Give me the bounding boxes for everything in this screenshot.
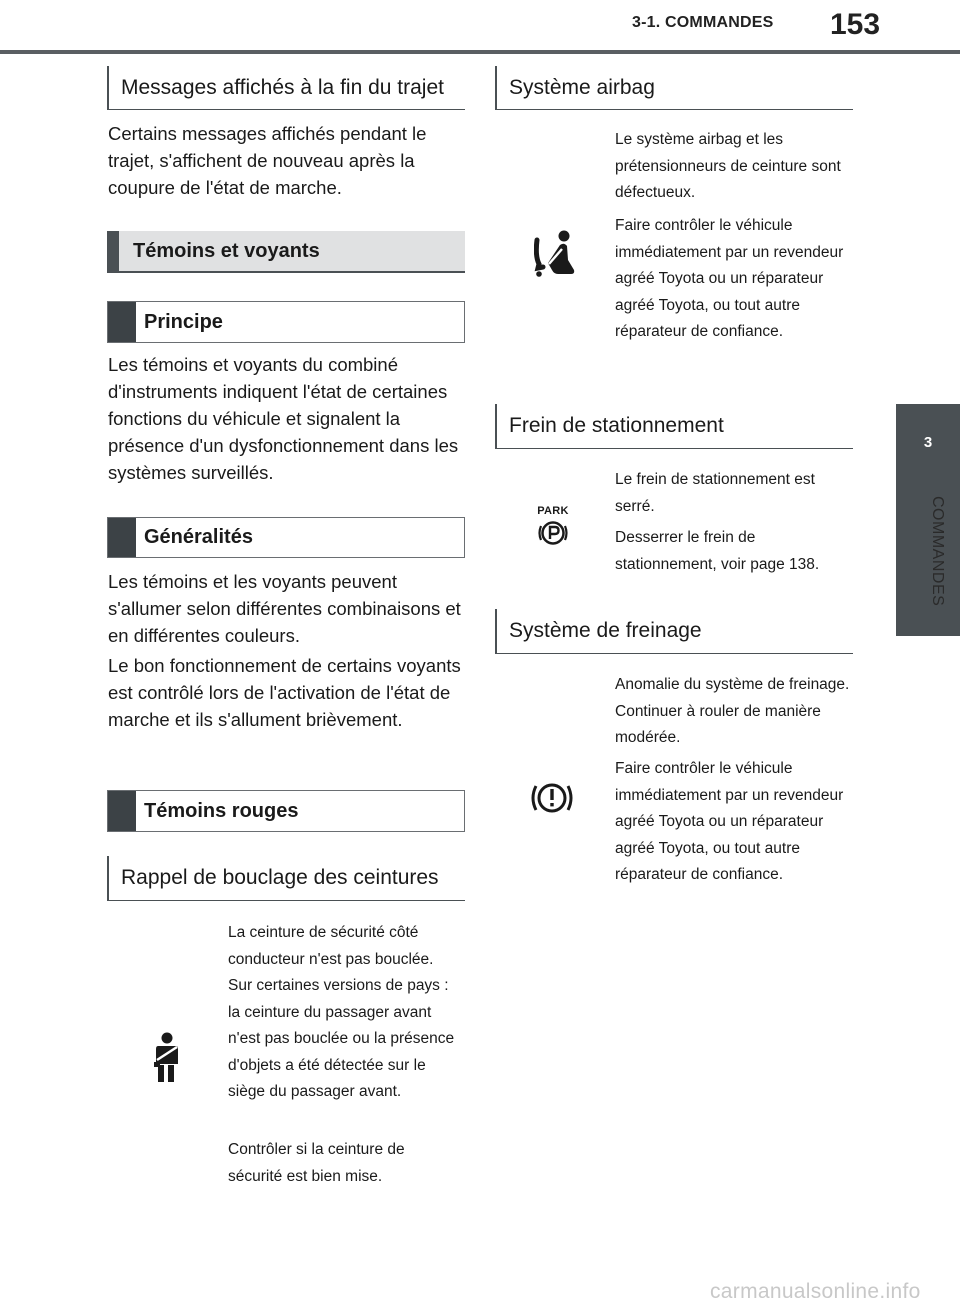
heading-general <box>107 517 465 558</box>
heading-end-messages <box>107 66 465 110</box>
heading-parking-text: Frein de stationnement <box>509 414 724 437</box>
airbag-text-1: Le système airbag et les prétensionneurs de ceinture sont défectueux. <box>615 131 841 201</box>
paragraph-general-1: Les témoins et les voyants peuvent s'allumer selon différentes combinaisons et en différentes couleurs. <box>108 571 461 646</box>
page-number: 153 <box>830 8 881 41</box>
running-header-title: 3-1. COMMANDES <box>632 14 774 31</box>
chapter-number: 3 <box>923 434 933 451</box>
heading-block <box>108 518 136 557</box>
heading-braking-text: Système de freinage <box>509 619 702 642</box>
seatbelt-text-1: La ceinture de sécurité côté conducteur n'est pas bouclée. Sur certaines versions de pays : la ceinture du passager avant n'est pas bouclée ou la présence d'objets a été détectée sur le siège du passager avant. <box>228 924 455 1100</box>
heading-block <box>108 791 136 831</box>
airbag-text-2: Faire contrôler le véhicule immédiatement par un revendeur agréé Toyota ou un réparateur agréé Toyota, ou tout autre réparateur de confiance. <box>615 217 844 340</box>
heading-indicators-text: Témoins et voyants <box>133 239 320 262</box>
heading-indicators <box>107 231 465 273</box>
paragraph-general-2: Le bon fonctionnement de certains voyants est contrôlé lors de l'activation de l'état de marche et ils s'allument brièvement. <box>108 655 461 730</box>
heading-parking-brake <box>495 404 853 449</box>
heading-braking <box>495 609 853 654</box>
header-rule <box>0 50 960 54</box>
braking-text-1: Anomalie du système de freinage. Continuer à rouler de manière modérée. <box>615 676 850 746</box>
parking-text-1: Le frein de stationnement est serré. <box>615 471 815 515</box>
seatbelt-warning-icon <box>150 1032 182 1084</box>
heading-end-messages-text: Messages affichés à la fin du trajet <box>121 75 444 99</box>
heading-principle-text: Principe <box>144 310 223 333</box>
watermark: carmanualsonline.info <box>710 1280 921 1303</box>
heading-red-text: Témoins rouges <box>144 799 299 822</box>
heading-seatbelt-text: Rappel de bouclage des ceintures <box>121 866 439 889</box>
brake-system-warning-icon <box>530 778 574 818</box>
heading-airbag-text: Système airbag <box>509 75 655 99</box>
braking-text-2: Faire contrôler le véhicule immédiatement par un revendeur agréé Toyota ou un réparateur agréé Toyota, ou tout autre réparateur de confiance. <box>615 760 844 883</box>
heading-red-indicators <box>107 790 465 832</box>
paragraph-principle: Les témoins et voyants du combiné d'instruments indiquent l'état de certaines fonctions du véhicule et signalent la présence d'un dysfonctionnement dans les systèmes surveillés. <box>108 354 459 483</box>
seatbelt-text-2: Contrôler si la ceinture de sécurité est bien mise. <box>228 1141 405 1185</box>
heading-seatbelt <box>107 856 465 901</box>
heading-principle <box>107 301 465 343</box>
heading-block <box>108 302 136 342</box>
parking-text-2: Desserrer le frein de stationnement, voir page 138. <box>615 529 820 573</box>
chapter-label: COMMANDES <box>929 496 946 607</box>
heading-general-text: Généralités <box>144 526 253 548</box>
airbag-warning-icon <box>534 230 578 278</box>
park-label: PARK <box>537 505 569 517</box>
heading-bar <box>107 231 119 271</box>
heading-airbag <box>495 66 853 110</box>
paragraph-end-messages: Certains messages affichés pendant le trajet, s'affichent de nouveau après la coupure de l'état de marche. <box>108 123 427 198</box>
